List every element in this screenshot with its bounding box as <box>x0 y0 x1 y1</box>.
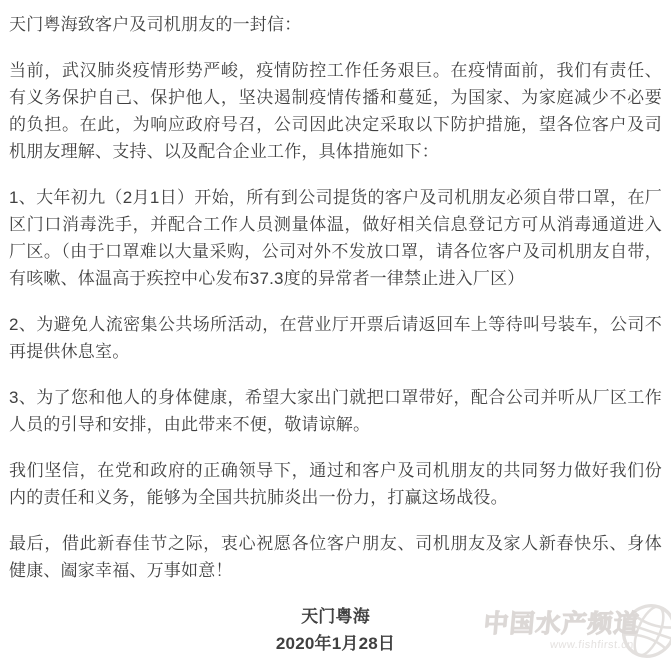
letter-paragraph-wishes: 最后，借此新春佳节之际，衷心祝愿各位客户朋友、司机朋友及家人新春快乐、身体健康、阖家幸福、万事如意！ <box>9 534 662 580</box>
letter-paragraph-measure-3: 3、为了您和他人的身体健康，希望大家出门就把口罩带好，配合公司并听从厂区工作人员的引导和安排，由此带来不便，敬请谅解。 <box>9 388 662 434</box>
signature-date: 2020年1月28日 <box>275 634 396 653</box>
letter-paragraph-belief: 我们坚信，在党和政府的正确领导下，通过和客户及司机朋友的共同努力做好我们份内的责任和义务，能够为全国共抗肺炎出一份力，打赢这场战役。 <box>9 461 662 507</box>
letter-paragraph-intro: 当前，武汉肺炎疫情形势严峻，疫情防控工作任务艰巨。在疫情面前，我们有责任、有义务保护自己、保护他人，坚决遏制疫情传播和蔓延，为国家、为家庭减少不必要的负担。在此，为响应政府号召，公司因此决定采取以下防护措施，望各位客户及司机朋友理解、支持、以及配合企业工作，具体措施如下： <box>9 61 662 161</box>
watermark-url: www.fishfirst.cn <box>549 638 635 651</box>
letter-paragraph-measure-2: 2、为避免人流密集公共场所活动，在营业厅开票后请返回车上等待叫号装车，公司不再提供休息室。 <box>9 315 662 361</box>
watermark-brand-label: 中国水产频道 <box>482 610 641 639</box>
signature-name: 天门粤海 <box>301 607 370 626</box>
letter-paragraph-measure-1: 1、大年初九（2月1日）开始，所有到公司提货的客户及司机朋友必须自带口罩，在厂区门口消毒洗手，并配合工作人员测量体温，做好相关信息登记方可从消毒通道进入厂区。（由于口罩难以大量采购，公司对外不发放口罩，请各位客户及司机朋友自带，有咳嗽、体温高于疾控中心发布37.3度的异常者一律禁止进入厂区） <box>9 188 662 288</box>
letter-title: 天门粤海致客户及司机朋友的一封信： <box>9 15 302 34</box>
signature-block <box>9 603 662 657</box>
